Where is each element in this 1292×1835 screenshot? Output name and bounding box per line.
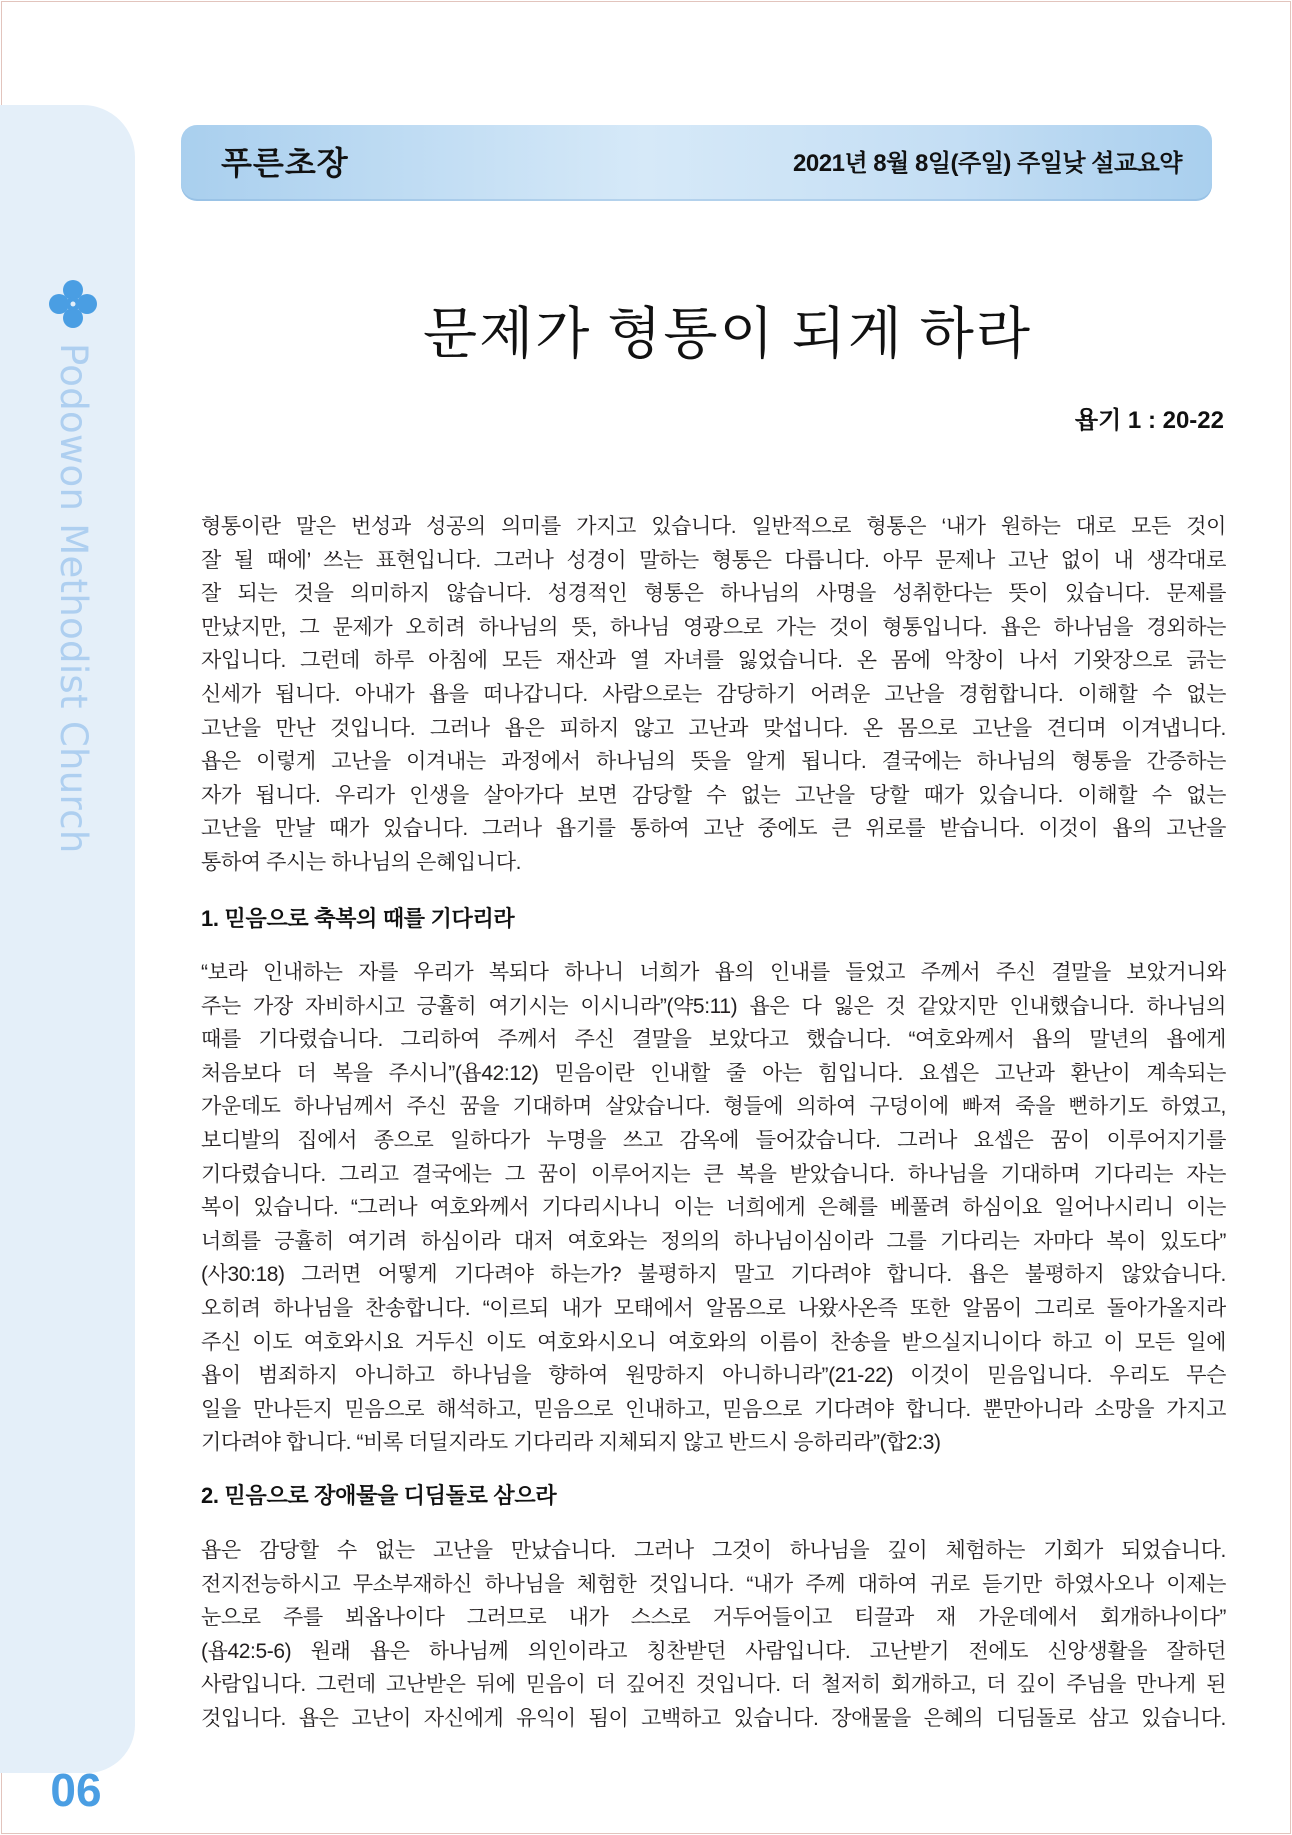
sidebar [0,105,135,1816]
body-text-line: 가운데도 하나님께서 주신 꿈을 기대하며 살았습니다. 형들에 의하여 구덩이에 빠져 죽을 뻔하기도 하였고, [201,1095,1226,1119]
section-heading-2: 2. 믿음으로 장애물을 디딤돌로 삼으라 [201,1483,557,1508]
body-text-line: 고난을 만난 것입니다. 그러나 욥은 피하지 않고 고난과 맞섭니다. 온 몸으로 고난을 견디며 이겨냅니다. [201,716,1226,740]
body-text-line: 복이 있습니다. “그러나 여호와께서 기다리시나니 이는 너희에게 은혜를 베풀려 하심이요 일어나시리니 이는 [201,1196,1226,1220]
body-text-line: 욥이 범죄하지 아니하고 하나님을 향하여 원망하지 아니하니라”(21-22) 이것이 믿음입니다. 우리도 무슨 [201,1364,1226,1388]
body-text-line: 형통이란 말은 번성과 성공의 의미를 가지고 있습니다. 일반적으로 형통은 ‘내가 원하는 대로 모든 것이 [201,515,1226,538]
body-text-line: 때를 기다렸습니다. 그리하여 주께서 주신 결말을 보았다고 했습니다. “여호와께서 욥의 말년의 욥에게 [201,1028,1226,1052]
body-text-line: 신세가 됩니다. 아내가 욥을 떠나갑니다. 사람으로는 감당하기 어려운 고난을 경험합니다. 이해할 수 없는 [201,682,1226,706]
body-text-line: 기다렸습니다. 그리고 결국에는 그 꿈이 이루어지는 큰 복을 받았습니다. 하나님을 기대하며 기다리는 자는 [201,1162,1226,1186]
body-text-line: 잘 될 때에’ 쓰는 표현입니다. 그러나 성경이 말하는 형통은 다릅니다. 아무 문제나 고난 없이 내 생각대로 [201,548,1226,572]
body-text-line: 주신 이도 여호와시요 거두신 이도 여호와시오니 여호와의 이름이 찬송을 받으실지니이다 하고 이 모든 일에 [201,1330,1226,1354]
church-name: Podowon Methodist Church [52,343,95,854]
body-text-line: 자가 됩니다. 우리가 인생을 살아가다 보면 감당할 수 없는 고난을 당할 때가 있습니다. 이해할 수 없는 [201,783,1226,807]
body-text-line: 만났지만, 그 문제가 오히려 하나님의 뜻, 하나님 영광으로 가는 것이 형통입니다. 욥은 하나님을 경외하는 [201,615,1226,639]
body-text-line: 눈으로 주를 뵈옵나이다 그러므로 내가 스스로 거두어들이고 티끌과 재 가운데에서 회개하나이다” [201,1606,1226,1630]
sermon-title: 문제가 형통이 되게 하라 [423,304,1032,366]
body-text-line: 전지전능하시고 무소부재하신 하나님을 체험한 것입니다. “내가 주께 대하여 귀로 듣기만 하였사오나 이제는 [201,1572,1226,1596]
body-text-line: 일을 만나든지 믿음으로 해석하고, 믿음으로 인내하고, 믿음으로 기다려야 합니다. 뿐만아니라 소망을 가지고 [201,1397,1226,1421]
body-text-line: 기다려야 합니다. “비록 더딜지라도 기다리라 지체되지 않고 반드시 응하리라”(합2:3) [201,1431,941,1455]
cross-flower-icon [48,279,98,329]
body-text-line: (사30:18) 그러면 어떻게 기다려야 하는가? 불평하지 말고 기다려야 합니다. 욥은 불평하지 않았습니다. [201,1263,1226,1287]
body-text-line: 통하여 주시는 하나님의 은혜입니다. [201,850,522,874]
body-text-line: 주는 가장 자비하시고 긍휼히 여기시는 이시니라”(약5:11) 욥은 다 잃은 것 같았지만 인내했습니다. 하나님의 [201,994,1226,1018]
body-text-line: (욥42:5-6) 원래 욥은 하나님께 의인이라고 칭찬받던 사람입니다. 고난받기 전에도 신앙생활을 잘하던 [201,1639,1226,1663]
body-text-line: 처음보다 더 복을 주시니”(욥42:12) 믿음이란 인내할 줄 아는 힘입니다. 요셉은 고난과 환난이 계속되는 [201,1061,1226,1085]
section2-paragraph [201,1534,1226,1736]
scripture-reference: 욥기 1 : 20-22 [1074,407,1224,434]
body-text-line: 것입니다. 욥은 고난이 자신에게 유익이 됨이 고백하고 있습니다. 장애물을 은혜의 디딤돌로 삼고 있습니다. [201,1706,1226,1730]
body-text-line: 오히려 하나님을 찬송합니다. “이르되 내가 모태에서 알몸으로 나왔사온즉 또한 알몸이 그리로 돌아가올지라 [201,1296,1226,1320]
body-text-line: 보디발의 집에서 종으로 일하다가 누명을 쓰고 감옥에 들어갔습니다. 그러나 요셉은 꿈이 이루어지기를 [201,1128,1226,1152]
body-text-line: “보라 인내하는 자를 우리가 복되다 하나니 너희가 욥의 인내를 들었고 주께서 주신 결말을 보았거니와 [201,961,1226,984]
page-number: 06 [50,1764,102,1816]
section-title: 푸른초장 [221,145,349,181]
body-text-line: 자입니다. 그런데 하루 아침에 모든 재산과 열 자녀를 잃었습니다. 온 몸에 악창이 나서 기왓장으로 긁는 [201,649,1226,673]
section-heading-1: 1. 믿음으로 축복의 때를 기다리라 [201,906,515,931]
body-text-line: 너희를 긍휼히 여기려 하심이라 대저 여호와는 정의의 하나님이심이라 그를 기다리는 자마다 복이 있도다” [201,1229,1226,1253]
body-text-line: 사람입니다. 그런데 고난받은 뒤에 믿음이 더 깊어진 것입니다. 더 철저히 회개하고, 더 깊이 주님을 만나게 된 [201,1673,1226,1697]
body-text-line: 고난을 만날 때가 있습니다. 그러나 욥기를 통하여 고난 중에도 큰 위로를 받습니다. 이것이 욥의 고난을 [201,817,1226,841]
section1-paragraph [201,956,1226,1460]
body-text-line: 욥은 이렇게 고난을 이겨내는 과정에서 하나님의 뜻을 알게 됩니다. 결국에는 하나님의 형통을 간증하는 [201,750,1226,774]
body-text-line: 잘 되는 것을 의미하지 않습니다. 성경적인 형통은 하나님의 사명을 성취한다는 뜻이 있습니다. 문제를 [201,582,1226,606]
body-text-line: 욥은 감당할 수 없는 고난을 만났습니다. 그러나 그것이 하나님을 깊이 체험하는 기회가 되었습니다. [201,1539,1226,1562]
header-bar [181,125,1212,201]
intro-paragraph [201,510,1226,880]
date-line: 2021년 8월 8일(주일) 주일낮 설교요약 [793,150,1182,177]
